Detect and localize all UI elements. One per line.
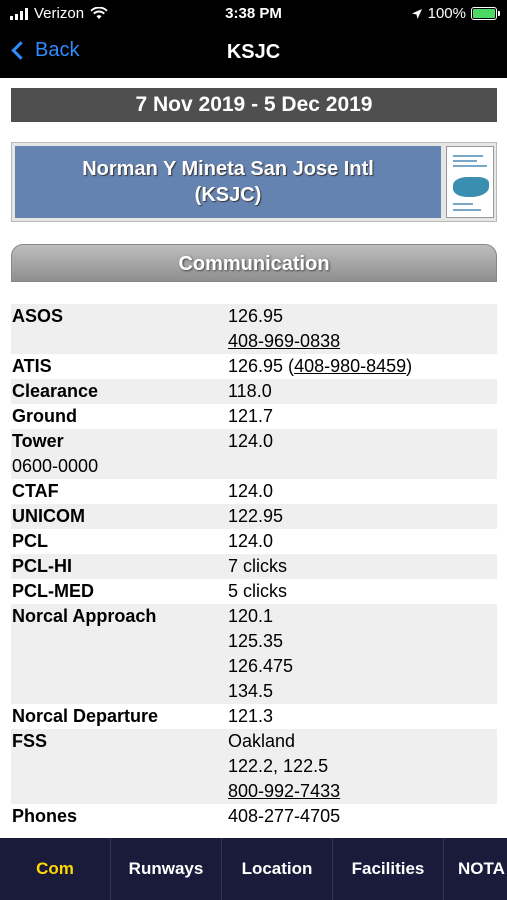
comm-name: PCL-HI xyxy=(12,556,72,576)
status-time: 3:38 PM xyxy=(225,5,282,22)
table-row xyxy=(11,404,497,429)
comm-name: Ground xyxy=(12,406,77,426)
comm-frequency: 121.3 xyxy=(228,706,274,726)
battery-percent: 100% xyxy=(427,5,466,22)
airport-diagram-thumbnail[interactable] xyxy=(446,146,494,218)
comm-frequency: 121.7 xyxy=(228,406,274,426)
table-row xyxy=(11,579,497,604)
comm-name: ASOS xyxy=(12,306,64,326)
comm-value: 5 clicks xyxy=(228,581,288,601)
comm-name: Clearance xyxy=(12,381,99,401)
table-row xyxy=(11,554,497,579)
comm-frequency: 125.35 xyxy=(228,631,284,651)
comm-name: ATIS xyxy=(12,356,52,376)
airport-name xyxy=(15,146,441,218)
table-row xyxy=(11,354,497,379)
comm-name: PCL xyxy=(12,531,48,551)
comm-name: PCL-MED xyxy=(12,581,94,601)
comm-frequency: 118.0 xyxy=(228,381,272,401)
comm-frequency: 122.2, 122.5 xyxy=(228,756,329,776)
fss-location: Oakland xyxy=(228,731,296,751)
table-row xyxy=(11,304,497,354)
comm-frequency: 122.95 xyxy=(228,506,284,526)
table-row xyxy=(11,429,497,479)
phone-link[interactable]: 800-992-7433 xyxy=(228,781,341,801)
back-label: Back xyxy=(35,39,80,61)
tab-notams[interactable]: NOTA xyxy=(458,859,505,878)
paren-close: ) xyxy=(406,356,413,376)
comm-frequency: 126.95 xyxy=(228,306,284,326)
comm-frequency: 124.0 xyxy=(228,481,274,501)
battery-icon xyxy=(471,7,497,20)
phone-link[interactable]: 408-980-8459 xyxy=(294,356,407,376)
comm-name: Tower xyxy=(12,431,64,451)
table-row xyxy=(11,479,497,504)
airport-name-line1: Norman Y Mineta San Jose Intl xyxy=(82,158,374,180)
table-row xyxy=(11,604,497,704)
tab-runways[interactable]: Runways xyxy=(111,838,222,900)
location-arrow-icon xyxy=(411,8,423,20)
table-row xyxy=(11,529,497,554)
table-row xyxy=(11,504,497,529)
nav-title: KSJC xyxy=(226,41,281,63)
comm-name: Norcal Departure xyxy=(12,706,159,726)
table-row xyxy=(11,704,497,729)
status-bar xyxy=(0,0,507,28)
bottom-tab-bar xyxy=(0,838,507,900)
phone-link[interactable]: 408-969-0838 xyxy=(228,331,341,351)
tab-location[interactable]: Location xyxy=(222,838,333,900)
comm-frequency: 120.1 xyxy=(228,606,274,626)
comm-name: FSS xyxy=(12,731,48,751)
comm-frequency: 126.475 xyxy=(228,656,294,676)
map-thumbnail-icon xyxy=(453,177,489,197)
comm-name: UNICOM xyxy=(12,506,85,526)
tab-facilities[interactable]: Facilities xyxy=(333,838,444,900)
content-area[interactable] xyxy=(0,78,507,838)
comm-frequency: 126.95 ( xyxy=(228,356,295,376)
navigation-bar xyxy=(0,28,507,78)
table-row xyxy=(11,379,497,404)
comm-frequency: 124.0 xyxy=(228,431,274,451)
section-header-communication: Communication xyxy=(11,244,497,282)
comm-value: 7 clicks xyxy=(228,556,288,576)
tab-com[interactable]: Com xyxy=(0,838,111,900)
airport-name-line2: (KSJC) xyxy=(194,184,262,206)
comm-name: Norcal Approach xyxy=(12,606,157,626)
airport-header xyxy=(11,142,497,222)
comm-frequency: 134.5 xyxy=(228,681,274,701)
comm-hours: 0600-0000 xyxy=(12,456,99,476)
comm-frequency: 124.0 xyxy=(228,531,274,551)
communication-table xyxy=(11,304,497,829)
date-range-banner: 7 Nov 2019 - 5 Dec 2019 xyxy=(11,88,497,122)
carrier-label: Verizon xyxy=(34,5,85,22)
phone-number[interactable]: 408-277-4705 xyxy=(228,806,341,826)
comm-name: CTAF xyxy=(12,481,59,501)
table-row xyxy=(11,729,497,804)
table-row xyxy=(11,804,497,829)
comm-name: Phones xyxy=(12,806,78,826)
status-right xyxy=(411,5,497,22)
